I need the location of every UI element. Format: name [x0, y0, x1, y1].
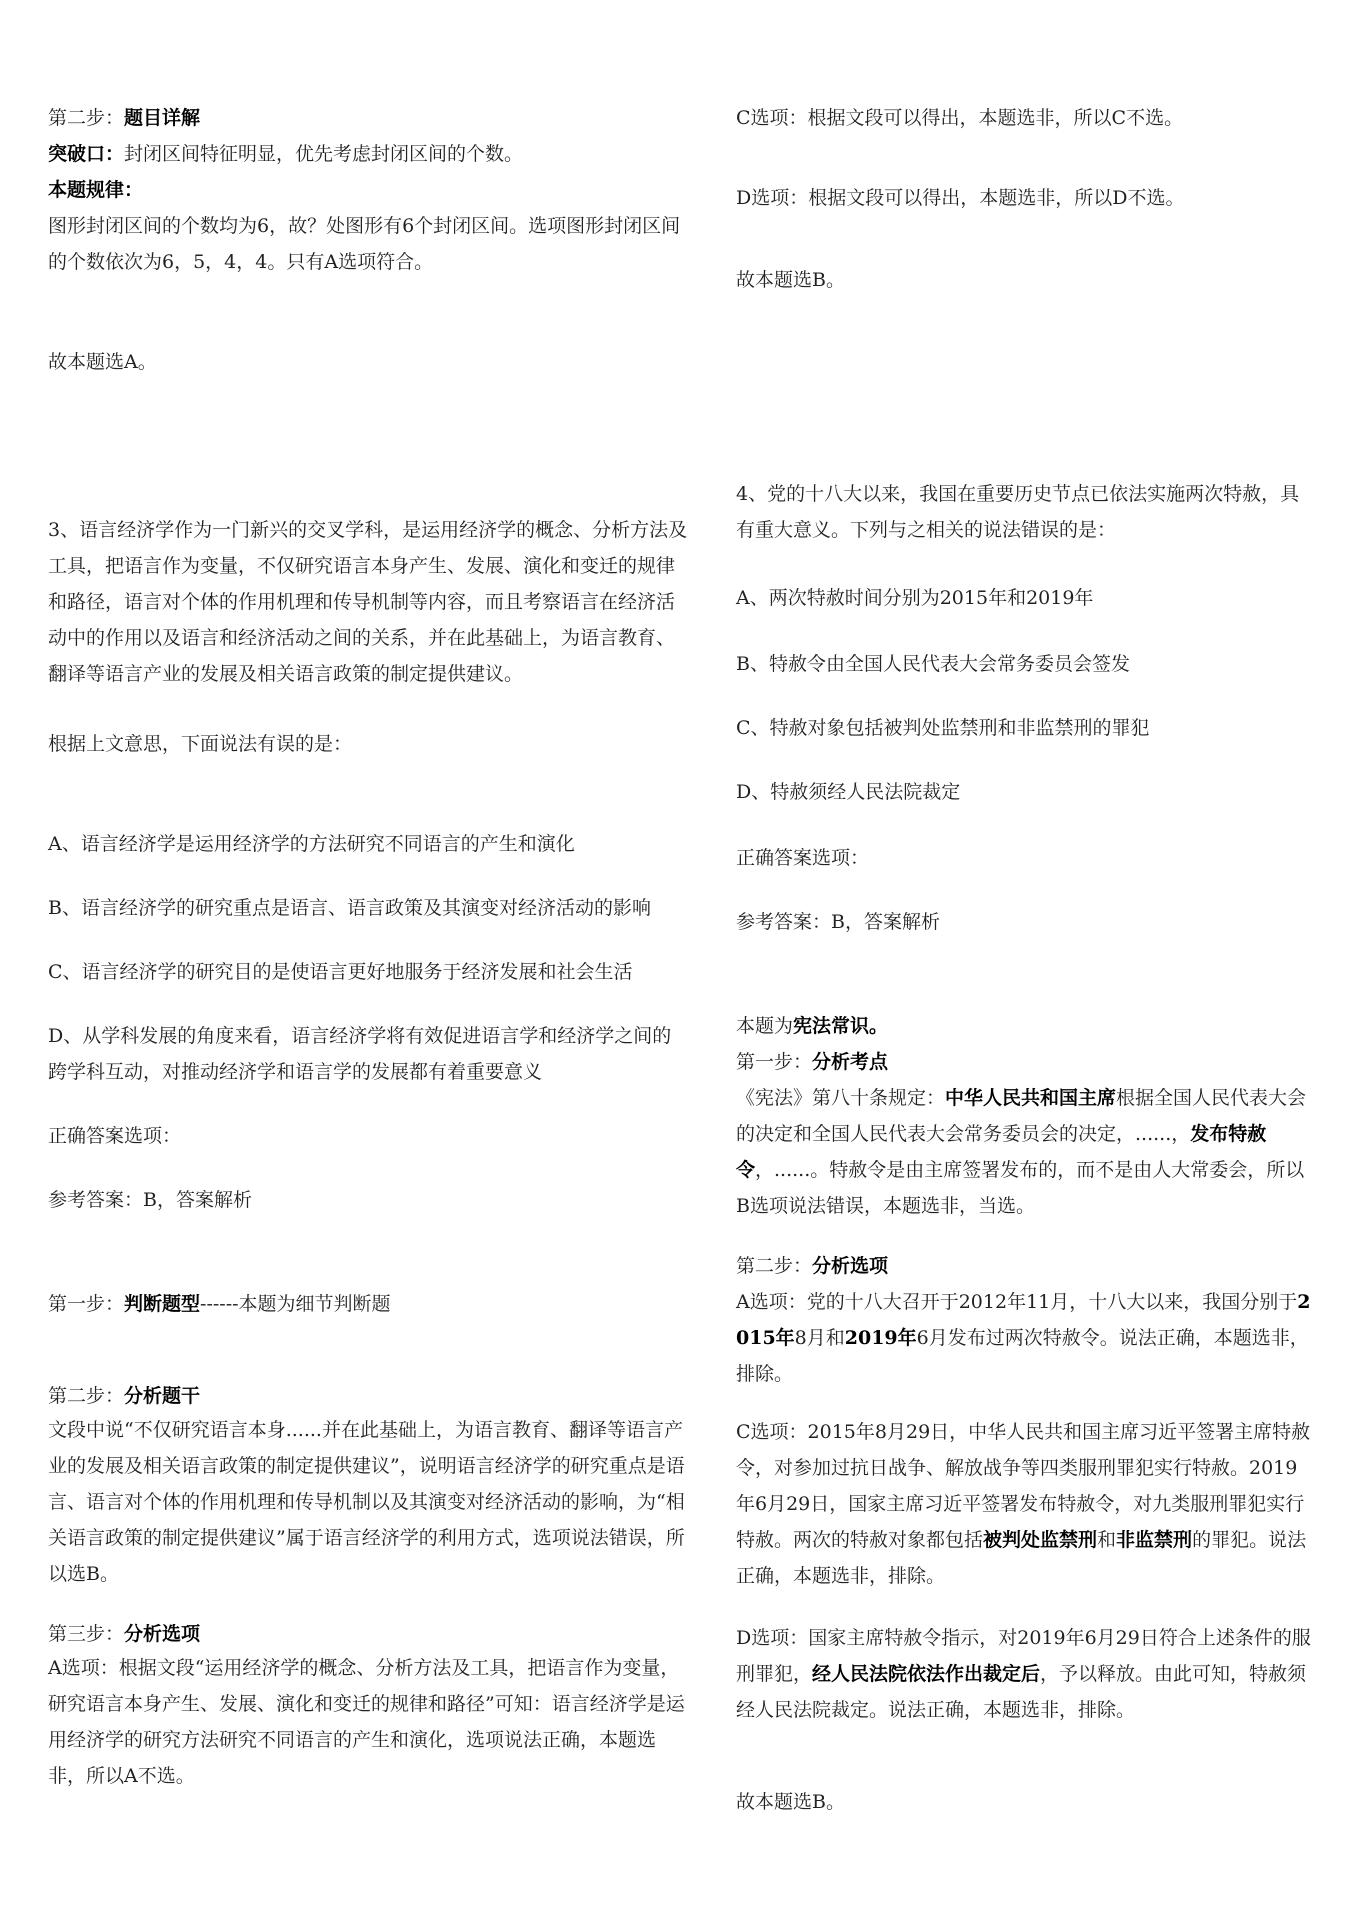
q4-stem: 4、党的十八大以来，我国在重要历史节点已依法实施两次特赦，具有重大意义。下列与之相关的说法错误的是： — [736, 483, 1300, 541]
q3-step2-text: 文段中说“不仅研究语言本身......并在此基础上，为语言教育、翻译等语言产业的发展及相关语言政策的制定提供建议”，说明语言经济学的研究重点是语言、语言对个体的作用机理和传导机制以及其演变对经济活动的影响，为“相关语言政策的制定提供建议”属于语言经济学的利用方式，选项说法错误，所以选B。 — [48, 1419, 685, 1585]
q2-rule-text: 图形封闭区间的个数均为6，故？处图形有6个封闭区间。选项图形封闭区间的个数依次为6，5，4，4。只有A选项符合。 — [48, 215, 681, 273]
step-text: ------本题为细节判断题 — [200, 1293, 391, 1315]
q3-step3-heading — [48, 1616, 688, 1652]
q4-option-a-analysis — [736, 1284, 1316, 1392]
bold-run: 被判处监禁刑 — [983, 1529, 1098, 1551]
bold-run: 发布特赦令 — [736, 1123, 1267, 1181]
q2-breakthrough — [48, 136, 688, 172]
q4-step2-heading — [736, 1248, 1316, 1284]
bold-run: 2015年 — [736, 1291, 1311, 1349]
text-run: 根据全国人民代表大会的决定和全国人民代表大会常务委员会的决定，......， — [736, 1087, 1307, 1145]
q3-step3-text: A选项：根据文段“运用经济学的概念、分析方法及工具，把语言作为变量，研究语言本身产生、发展、演化和变迁的规律和路径”可知：语言经济学是运用经济学的研究方法研究不同语言的产生和演化，选项说法正确，本题选非，所以A不选。 — [48, 1657, 685, 1787]
q4-step1-heading — [736, 1044, 1316, 1080]
bold-run: 中华人民共和国主席 — [945, 1087, 1117, 1109]
q4-option-c: C、特赦对象包括被判处监禁刑和非监禁刑的罪犯 — [736, 717, 1150, 739]
q3-option-c: C、语言经济学的研究目的是使语言更好地服务于经济发展和社会生活 — [48, 961, 633, 983]
step-label: 第三步： — [48, 1623, 125, 1645]
q4-option-b: B、特赦令由全国人民代表大会常务委员会签发 — [736, 653, 1130, 675]
topic-bold: 宪法常识。 — [793, 1015, 889, 1037]
q4-option-a: A、两次特赦时间分别为2015年和2019年 — [736, 587, 1094, 609]
q2-rule-label: 本题规律： — [48, 179, 144, 201]
step-label: 第二步： — [736, 1255, 813, 1277]
q3-option-d: D、从学科发展的角度来看，语言经济学将有效促进语言学和经济学之间的跨学科互动，对推动经济学和语言学的发展都有着重要意义 — [48, 1025, 672, 1083]
q3-conclusion: 故本题选B。 — [736, 269, 845, 291]
q3-question: 根据上文意思，下面说法有误的是： — [48, 733, 353, 755]
bold-run: 非监禁刑 — [1116, 1529, 1193, 1551]
text-run: 6月发布过两次特赦令。说法正确，本题选非，排除。 — [736, 1327, 1309, 1385]
text-run: ，......。特赦令是由主席签署发布的，而不是由人大常委会，所以B选项说法错误，本题选非，当选。 — [736, 1159, 1305, 1217]
q3-option-a: A、语言经济学是运用经济学的方法研究不同语言的产生和演化 — [48, 833, 575, 855]
q4-topic — [736, 1008, 1316, 1044]
q3-step2-heading — [48, 1378, 688, 1414]
q4-option-d: D、特赦须经人民法院裁定 — [736, 781, 961, 803]
text-run: 8月和 — [794, 1327, 845, 1349]
text-run: 和 — [1097, 1529, 1117, 1551]
q4-option-c-analysis — [736, 1414, 1316, 1594]
step-title: 分析考点 — [812, 1051, 889, 1073]
q4-step1-text — [736, 1080, 1316, 1224]
q4-reference: 参考答案：B，答案解析 — [736, 911, 940, 933]
step-title: 判断题型 — [124, 1293, 201, 1315]
step-label: 第二步： — [48, 107, 125, 129]
step-title: 分析题干 — [124, 1385, 201, 1407]
q2-step2-heading — [48, 100, 688, 136]
step-title: 分析选项 — [812, 1255, 889, 1277]
text-run: C选项：2015年8月29日，中华人民共和国主席习近平签署主席特赦令，对参加过抗日战争、解放战争等四类服刑罪犯实行特赦。2019年6月29日，国家主席习近平签署发布特赦令，对九类服刑罪犯实行特赦。两次的特赦对象都包括 — [736, 1421, 1311, 1551]
q3-stem: 3、语言经济学作为一门新兴的交叉学科，是运用经济学的概念、分析方法及工具，把语言作为变量，不仅研究语言本身产生、发展、演化和变迁的规律和路径，语言对个体的作用机理和传导机制等内容，而且考察语言在经济活动中的作用以及语言和经济活动之间的关系，并在此基础上，为语言教育、翻译等语言产业的发展及相关语言政策的制定提供建议。 — [48, 519, 688, 685]
step-title: 题目详解 — [124, 107, 201, 129]
step-label: 第一步： — [48, 1293, 125, 1315]
q3-option-d-analysis: D选项：根据文段可以得出，本题选非，所以D不选。 — [736, 187, 1185, 209]
step-label: 第一步： — [736, 1051, 813, 1073]
q3-answer-label: 正确答案选项： — [48, 1125, 182, 1147]
q4-option-d-analysis — [736, 1620, 1316, 1728]
text-run: 《宪法》第八十条规定： — [736, 1087, 946, 1109]
breakthrough-text: 封闭区间特征明显，优先考虑封闭区间的个数。 — [124, 143, 524, 165]
q3-reference: 参考答案：B，答案解析 — [48, 1189, 252, 1211]
topic-prefix: 本题为 — [736, 1015, 794, 1037]
q3-option-c-analysis: C选项：根据文段可以得出，本题选非，所以C不选。 — [736, 107, 1184, 129]
step-label: 第二步： — [48, 1385, 125, 1407]
bold-run: 经人民法院依法作出裁定后 — [812, 1663, 1041, 1685]
text-run: 的罪犯。说法正确，本题选非，排除。 — [736, 1529, 1307, 1587]
q3-option-b: B、语言经济学的研究重点是语言、语言政策及其演变对经济活动的影响 — [48, 897, 651, 919]
breakthrough-label: 突破口： — [48, 143, 125, 165]
text-run: A选项：党的十八大召开于2012年11月，十八大以来，我国分别于 — [736, 1291, 1298, 1313]
q3-step1 — [48, 1286, 688, 1322]
q2-conclusion: 故本题选A。 — [48, 351, 157, 373]
q4-conclusion: 故本题选B。 — [736, 1791, 845, 1813]
step-title: 分析选项 — [124, 1623, 201, 1645]
bold-run: 2019年 — [844, 1327, 917, 1349]
text-run: D选项：国家主席特赦令指示，对2019年6月29日符合上述条件的服刑罪犯， — [736, 1627, 1311, 1685]
text-run: ，予以释放。由此可知，特赦须经人民法院裁定。说法正确，本题选非，排除。 — [736, 1663, 1307, 1721]
q4-answer-label: 正确答案选项： — [736, 847, 870, 869]
